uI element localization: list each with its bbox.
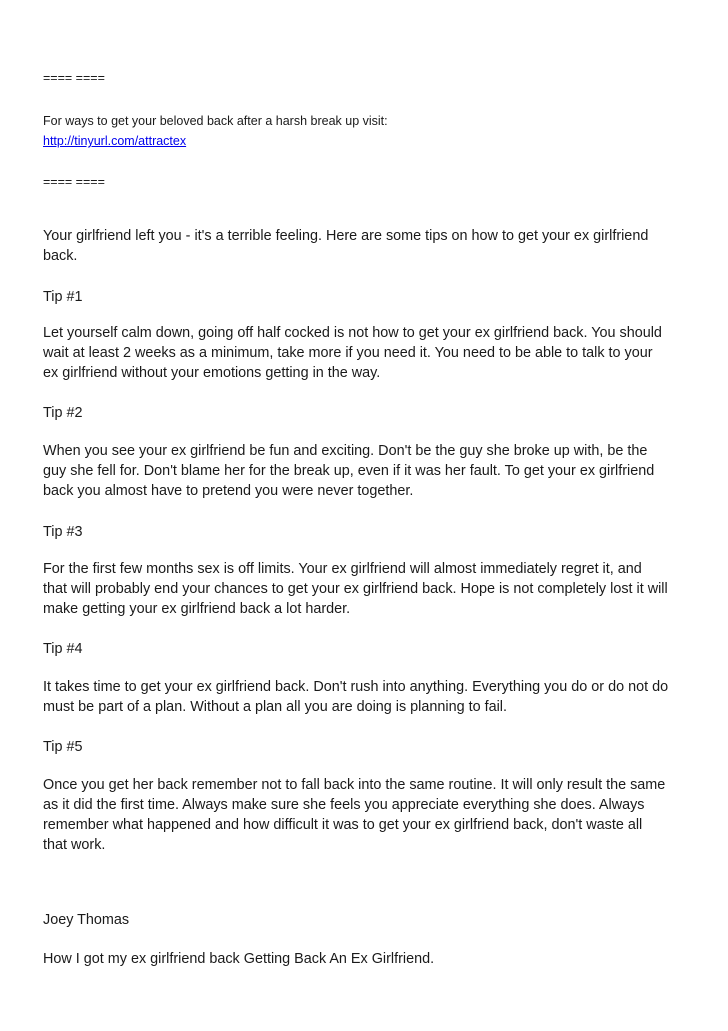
tip-2-line-2: guy she fell for. Don't blame her for the break up, even if it was her fault. To get your ex girlfriend: [43, 463, 655, 479]
tip-4-line-1: It takes time to get your ex girlfriend back. Don't rush into anything. Everything you do or do not do: [43, 679, 669, 695]
promo-text: For ways to get your beloved back after a harsh break up visit:: [43, 114, 388, 128]
tip-5-line-2: as it did the first time. Always make sure she feels you appreciate everything she does. Always: [43, 797, 645, 813]
promo-link-line: [43, 131, 186, 151]
tip-heading-2: Tip #2: [43, 405, 83, 421]
tip-1-line-1: Let yourself calm down, going off half cocked is not how to get your ex girlfriend back. You should: [43, 325, 662, 341]
tip-5-line-4: that work.: [43, 837, 106, 853]
intro-line-1: Your girlfriend left you - it's a terrible feeling. Here are some tips on how to get your ex girlfriend: [43, 228, 649, 244]
promo-link[interactable]: http://tinyurl.com/attractex: [43, 134, 187, 148]
tip-5-line-1: Once you get her back remember not to fall back into the same routine. It will only result the same: [43, 777, 666, 793]
separator-bottom: ==== ====: [43, 175, 105, 189]
intro-line-2: back.: [43, 248, 78, 264]
author-name: Joey Thomas: [43, 912, 130, 928]
tip-2-line-3: back you almost have to pretend you were never together.: [43, 483, 414, 499]
tip-heading-4: Tip #4: [43, 641, 83, 657]
tip-4-line-2: must be part of a plan. Without a plan all you are doing is planning to fail.: [43, 699, 507, 715]
tip-2-line-1: When you see your ex girlfriend be fun and exciting. Don't be the guy she broke up with, be the: [43, 443, 648, 459]
tip-1-line-3: ex girlfriend without your emotions getting in the way.: [43, 365, 381, 381]
tip-3-line-1: For the first few months sex is off limits. Your ex girlfriend will almost immediately regret it, and: [43, 561, 642, 577]
tip-3-line-2: that will probably end your chances to get your ex girlfriend back. Hope is not completely lost it will: [43, 581, 668, 597]
tip-3-line-3: make getting your ex girlfriend back a lot harder.: [43, 601, 351, 617]
tip-1-line-2: wait at least 2 weeks as a minimum, take more if you need it. You need to be able to talk to your: [43, 345, 653, 361]
tip-5-line-3: remember what happened and how difficult it was to get your ex girlfriend back, don't waste all: [43, 817, 643, 833]
separator-top: ==== ====: [43, 71, 105, 85]
resource-line: How I got my ex girlfriend back Getting Back An Ex Girlfriend.: [43, 951, 435, 967]
tip-heading-1: Tip #1: [43, 289, 83, 305]
tip-heading-5: Tip #5: [43, 739, 83, 755]
tip-heading-3: Tip #3: [43, 524, 83, 540]
